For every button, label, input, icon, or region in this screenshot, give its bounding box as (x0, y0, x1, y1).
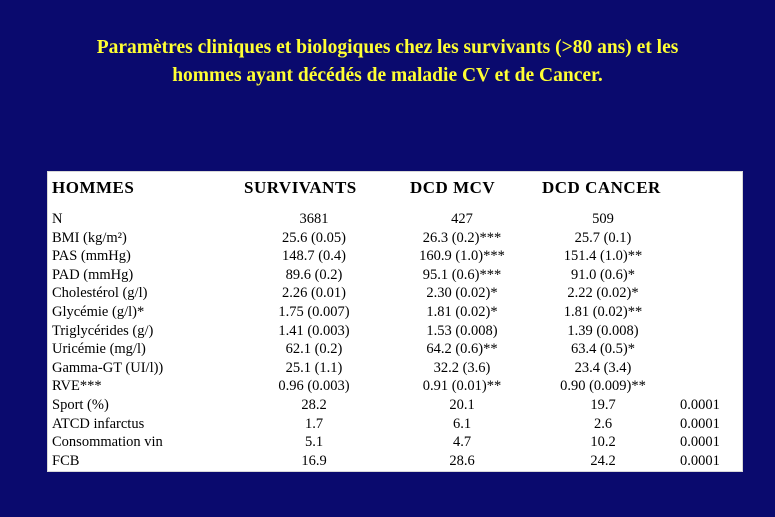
cell-survivants: 89.6 (0.2) (285, 266, 343, 283)
row-label: Uricémie (mg/l) (52, 341, 146, 358)
row-label: PAS (mmHg) (52, 248, 131, 265)
cell-dcd-mcv: 32.2 (3.6) (433, 359, 491, 376)
cell-dcd-mcv: 95.1 (0.6)*** (422, 266, 502, 283)
cell-survivants: 25.6 (0.05) (281, 229, 347, 246)
cell-survivants: 28.2 (301, 397, 327, 413)
cell-dcd-mcv: 6.1 (452, 415, 472, 432)
cell-dcd-cancer: 10.2 (590, 434, 616, 451)
table-row (48, 210, 742, 228)
cell-p-value: 0.0001 (680, 434, 720, 451)
row-label: FCB (52, 452, 80, 469)
cell-dcd-cancer: 24.2 (590, 452, 616, 469)
table-row (48, 229, 742, 247)
cell-dcd-cancer: 0.90 (0.009)** (560, 378, 646, 395)
slide-title (0, 34, 775, 90)
row-label: Cholestérol (g/l) (52, 285, 148, 302)
row-label: Sport (%) (52, 397, 109, 413)
table-row (48, 359, 742, 377)
cell-dcd-cancer: 2.22 (0.02)* (567, 285, 639, 302)
row-label: Consommation vin (52, 434, 163, 451)
cell-survivants: 1.41 (0.003) (278, 322, 350, 339)
row-label: Glycémie (g/l)* (52, 304, 145, 320)
cell-dcd-mcv: 0.91 (0.01)** (422, 378, 502, 395)
title-line-2: hommes ayant décédés de maladie CV et de Cancer. (172, 65, 603, 86)
cell-survivants: 3681 (299, 211, 329, 227)
results-table (47, 171, 743, 472)
cell-survivants: 1.75 (0.007) (278, 304, 350, 320)
cell-survivants: 2.26 (0.01) (281, 285, 347, 302)
cell-survivants: 1.7 (304, 415, 324, 432)
cell-dcd-mcv: 1.53 (0.008) (426, 322, 498, 339)
row-label: Triglycérides (g/) (52, 322, 154, 339)
row-label: BMI (kg/m²) (52, 229, 127, 246)
cell-survivants: 5.1 (304, 434, 324, 451)
table-row (48, 303, 742, 321)
cell-dcd-mcv: 26.3 (0.2)*** (422, 229, 502, 246)
row-label: ATCD infarctus (52, 415, 145, 432)
cell-dcd-cancer: 151.4 (1.0)** (563, 248, 643, 265)
table-row (48, 452, 742, 470)
cell-dcd-cancer: 25.7 (0.1) (574, 229, 632, 246)
cell-dcd-cancer: 19.7 (590, 397, 616, 413)
cell-dcd-cancer: 1.39 (0.008) (567, 322, 639, 339)
cell-dcd-cancer: 509 (592, 211, 614, 227)
table-row (48, 377, 742, 395)
cell-dcd-mcv: 64.2 (0.6)** (426, 341, 498, 358)
cell-dcd-cancer: 1.81 (0.02)** (563, 304, 643, 320)
cell-dcd-mcv: 160.9 (1.0)*** (419, 248, 505, 265)
cell-dcd-cancer: 91.0 (0.6)* (570, 266, 636, 283)
cell-p-value: 0.0001 (680, 415, 720, 432)
cell-survivants: 62.1 (0.2) (285, 341, 343, 358)
cell-survivants: 148.7 (0.4) (281, 248, 347, 265)
row-label: PAD (mmHg) (52, 266, 134, 283)
table-row (48, 396, 742, 414)
cell-dcd-mcv: 20.1 (449, 397, 475, 413)
table-row (48, 284, 742, 302)
cell-dcd-mcv: 28.6 (449, 452, 475, 469)
cell-dcd-cancer: 23.4 (3.4) (574, 359, 632, 376)
table-row (48, 433, 742, 451)
cell-dcd-mcv: 4.7 (452, 434, 472, 451)
table-row (48, 266, 742, 284)
title-line-1: Paramètres cliniques et biologiques chez les survivants (>80 ans) et les (96, 37, 679, 58)
cell-dcd-cancer: 2.6 (593, 415, 613, 432)
table-row (48, 415, 742, 433)
row-label: N (52, 211, 63, 227)
table-row (48, 322, 742, 340)
cell-dcd-mcv: 2.30 (0.02)* (426, 285, 498, 302)
cell-dcd-mcv: 1.81 (0.02)* (426, 304, 498, 320)
cell-dcd-mcv: 427 (451, 211, 473, 227)
cell-survivants: 16.9 (301, 452, 327, 469)
cell-p-value: 0.0001 (680, 452, 720, 469)
cell-p-value: 0.0001 (680, 397, 720, 413)
table-row (48, 247, 742, 265)
row-label: RVE*** (52, 378, 102, 395)
cell-dcd-cancer: 63.4 (0.5)* (570, 341, 636, 358)
header-survivants: SURVIVANTS (244, 178, 357, 197)
cell-survivants: 25.1 (1.1) (285, 359, 343, 376)
cell-survivants: 0.96 (0.003) (278, 378, 350, 395)
table-row (48, 340, 742, 358)
header-dcd-mcv: DCD MCV (410, 178, 496, 197)
header-hommes: HOMMES (52, 178, 135, 197)
header-dcd-cancer: DCD CANCER (542, 178, 661, 197)
row-label: Gamma-GT (UI/l)) (52, 359, 164, 376)
